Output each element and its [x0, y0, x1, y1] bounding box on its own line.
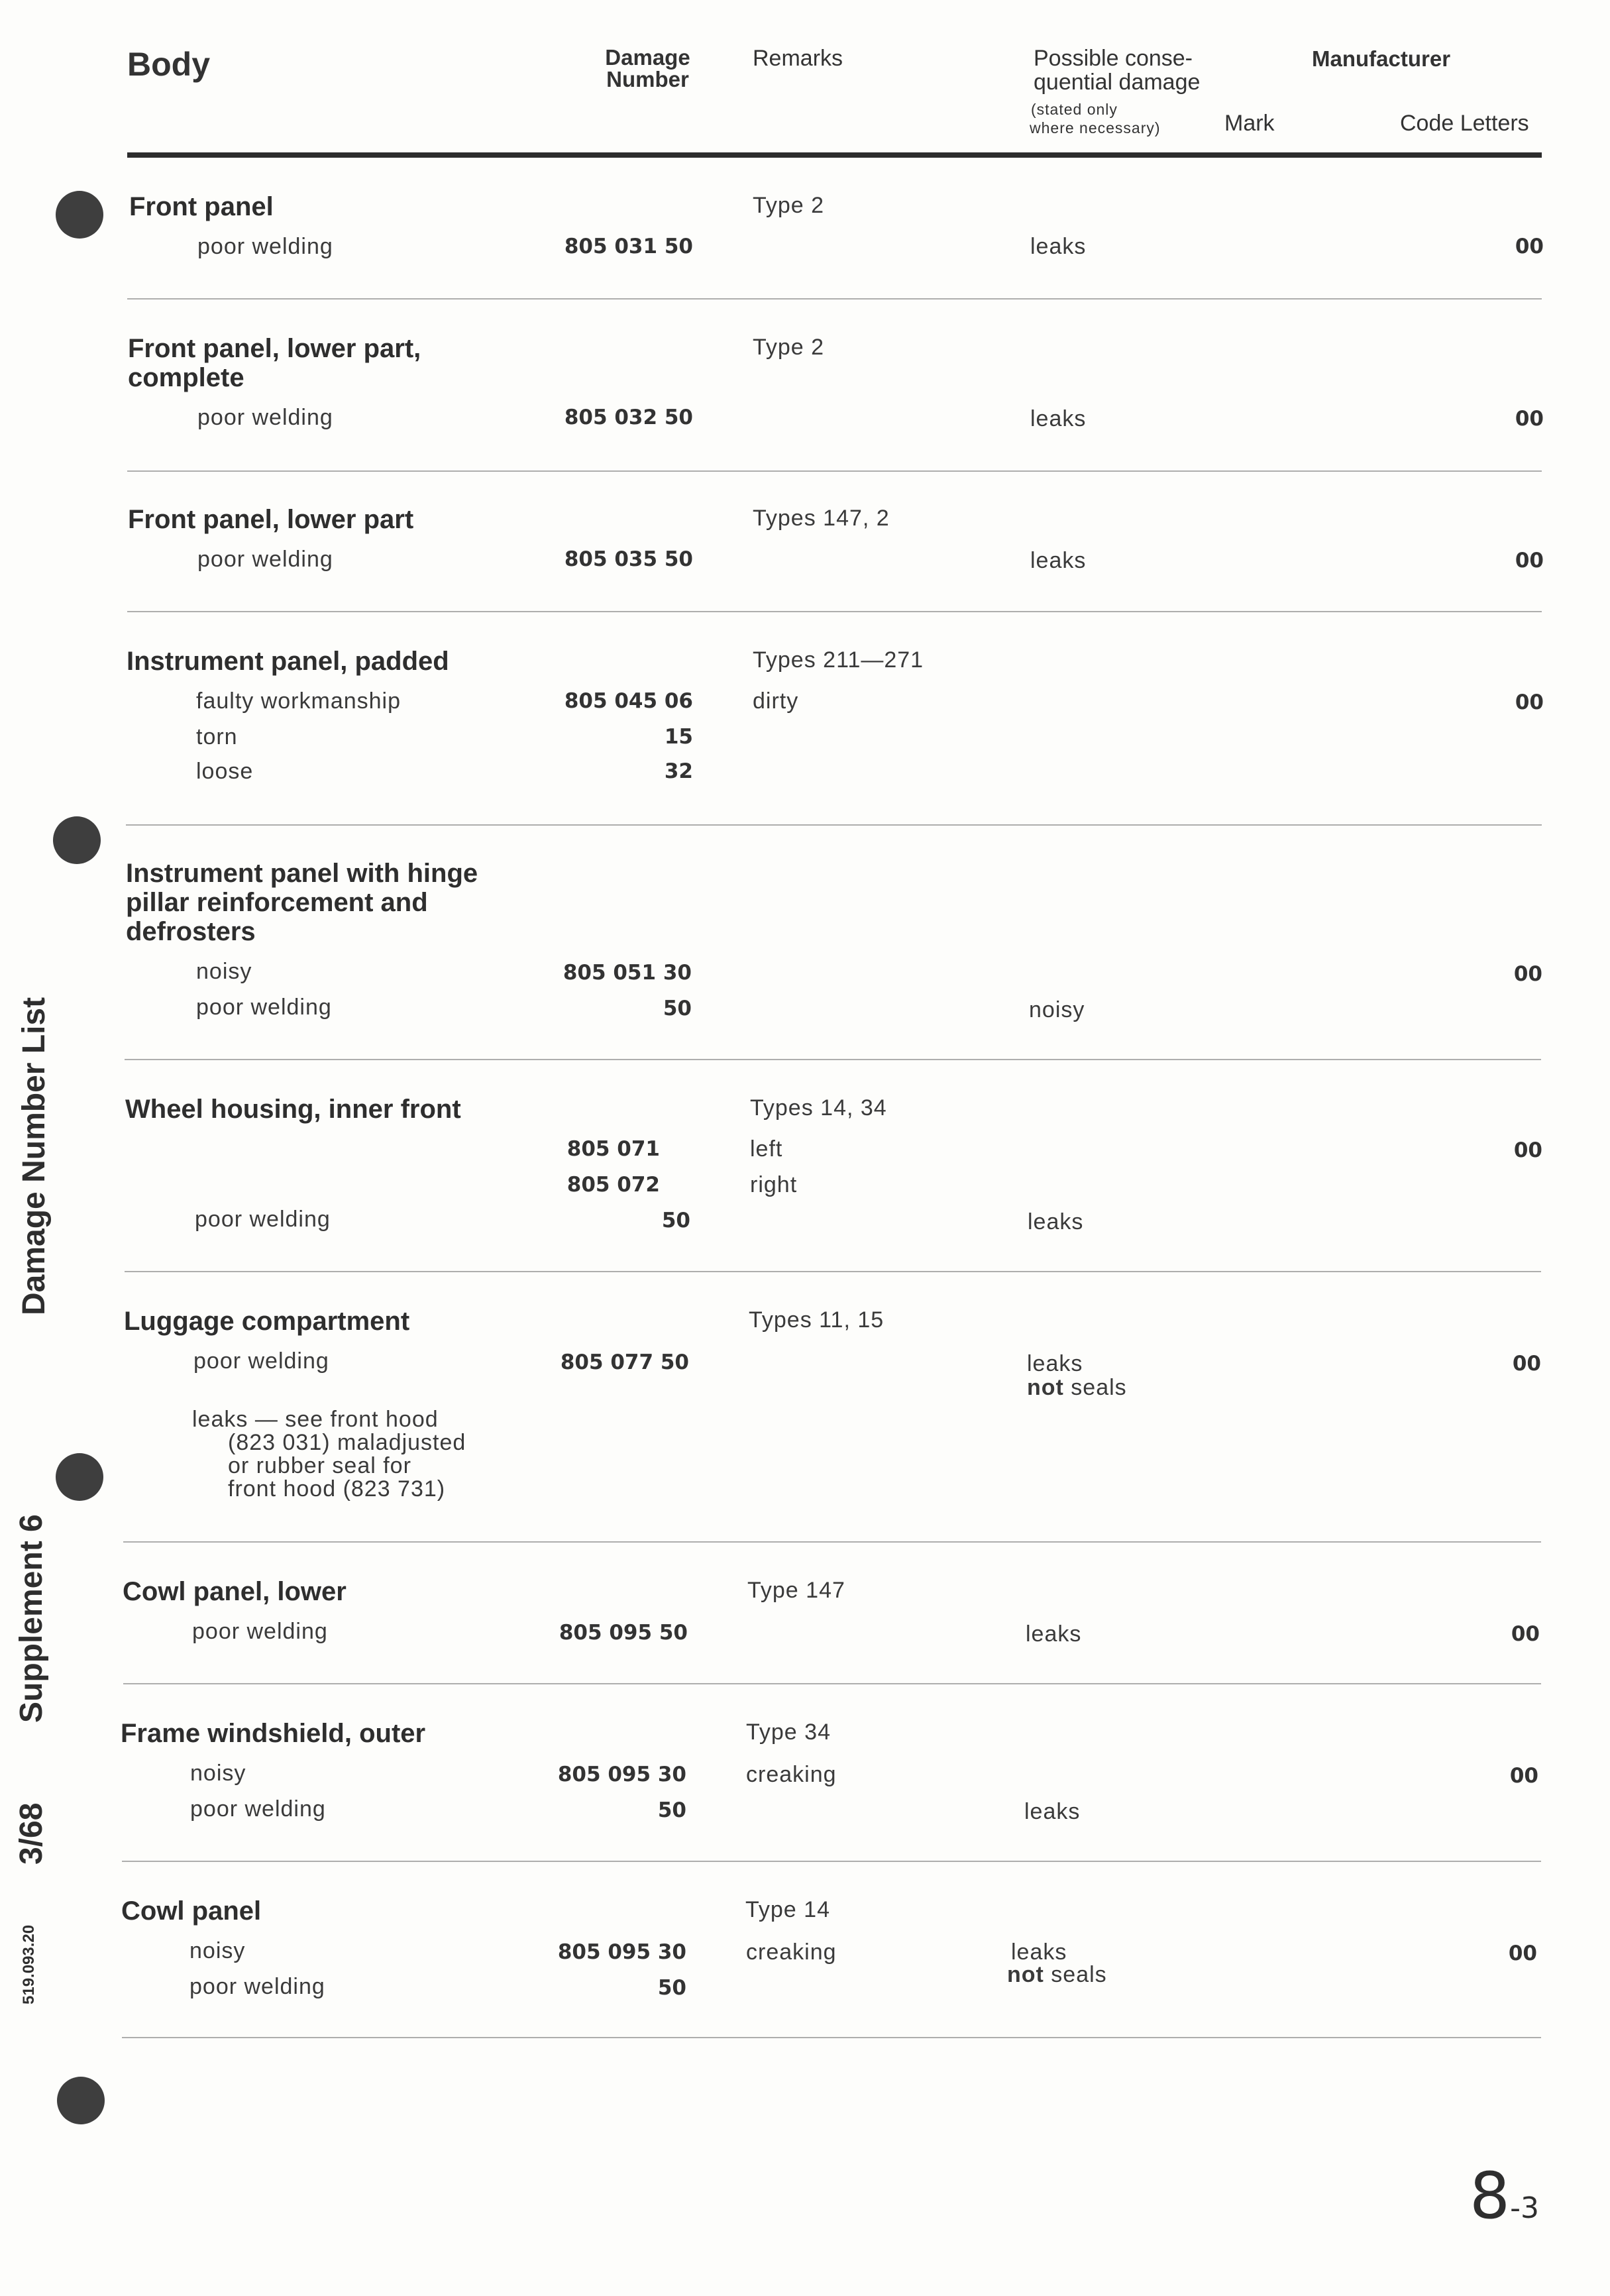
side-label-date: 3/68 — [14, 1802, 49, 1865]
consequence-text: leaks — [1011, 1940, 1067, 1965]
section-separator — [127, 611, 1542, 612]
damage-number: 50 — [657, 1798, 686, 1822]
consequence-text: leaks — [1030, 406, 1087, 431]
side-label-doc-number: 519.093.20 — [20, 1924, 38, 2004]
page-number-sub: -3 — [1510, 2191, 1539, 2225]
code-letters: 00 — [1515, 549, 1544, 573]
section-title: Front panel, lower part — [128, 505, 414, 534]
code-letters: 00 — [1513, 1138, 1542, 1162]
section-title: Cowl panel — [121, 1896, 262, 1926]
section-title: Wheel housing, inner front — [125, 1095, 461, 1124]
row-remark: left — [750, 1136, 783, 1162]
section-separator — [126, 824, 1542, 826]
col-consequential-header-1: Possible conse- — [1034, 46, 1193, 71]
page-number — [1470, 2159, 1539, 2233]
section-note-line-3: or rubber seal for — [228, 1453, 411, 1478]
consequence-text: leaks — [1027, 1351, 1083, 1376]
col-mark-header: Mark — [1224, 111, 1275, 136]
fault-text: poor welding — [197, 405, 333, 430]
damage-number: 50 — [657, 1976, 686, 2000]
fault-text: poor welding — [189, 1974, 325, 1999]
col-code-letters-header: Code Letters — [1400, 111, 1529, 136]
fault-text: poor welding — [192, 1619, 328, 1644]
damage-number: 805 051 30 — [563, 961, 692, 985]
section-remarks: Type 2 — [753, 193, 825, 218]
consequence-text: leaks — [1030, 234, 1087, 259]
section-note-line-1: leaks — see front hood — [192, 1407, 439, 1432]
damage-number: 805 095 50 — [559, 1621, 688, 1645]
fault-text: torn — [196, 724, 238, 749]
code-letters: 00 — [1515, 407, 1544, 431]
section-title: Instrument panel with hinge pillar reinforcement and defrosters — [126, 859, 478, 946]
damage-number: 50 — [661, 1209, 690, 1232]
section-remarks: Types 147, 2 — [753, 506, 890, 531]
damage-number: 805 045 06 — [564, 689, 693, 713]
section-remarks: Type 2 — [753, 335, 825, 360]
fault-text: poor welding — [190, 1796, 326, 1822]
section-separator — [127, 298, 1542, 300]
damage-number: 805 032 50 — [564, 406, 693, 429]
section-title: Instrument panel, padded — [127, 647, 449, 676]
header-rule — [127, 152, 1542, 158]
code-letters: 00 — [1512, 1352, 1541, 1376]
damage-number: 15 — [664, 725, 693, 749]
col-consequential-note-1: (stated only — [1031, 101, 1118, 118]
side-label-list-name: Damage Number List — [17, 997, 52, 1315]
code-letters: 00 — [1511, 1622, 1540, 1646]
section-title-body: Body — [127, 46, 210, 83]
section-remarks: Type 14 — [745, 1897, 830, 1922]
section-remarks: Types 14, 34 — [750, 1095, 887, 1121]
section-separator — [125, 1271, 1541, 1272]
damage-number: 805 071 — [566, 1137, 660, 1161]
damage-number: 32 — [664, 759, 693, 783]
col-remarks-header: Remarks — [753, 46, 843, 71]
code-letters: 00 — [1509, 1764, 1538, 1788]
section-separator — [123, 1541, 1541, 1543]
fault-text: faulty workmanship — [196, 688, 402, 714]
consequence-extra-bold: not — [1027, 1375, 1064, 1400]
fault-text: poor welding — [197, 234, 333, 259]
code-letters: 00 — [1513, 962, 1542, 986]
col-manufacturer-header: Manufacturer — [1312, 46, 1451, 71]
col-damage-number-header: Damage Number — [605, 45, 690, 91]
damage-number: 805 035 50 — [564, 547, 693, 571]
damage-number: 805 031 50 — [564, 235, 693, 258]
row-remark: right — [750, 1172, 798, 1197]
consequence-text: leaks — [1024, 1799, 1081, 1824]
damage-number: 50 — [663, 997, 692, 1020]
fault-text: poor welding — [195, 1207, 331, 1232]
section-remarks: Type 147 — [747, 1578, 845, 1603]
consequence-extra — [1007, 1961, 1107, 1988]
code-letters: 00 — [1515, 235, 1544, 258]
consequence-text: leaks — [1030, 548, 1087, 573]
code-letters: 00 — [1508, 1941, 1537, 1965]
section-separator — [127, 470, 1542, 472]
consequence-extra-text: seals — [1044, 1962, 1107, 1987]
damage-number: 805 072 — [566, 1173, 660, 1197]
fault-text: poor welding — [197, 547, 333, 572]
section-separator — [122, 1861, 1541, 1862]
consequence-text: leaks — [1026, 1621, 1082, 1647]
side-label-supplement: Supplement 6 — [14, 1514, 49, 1723]
consequence-extra-text: seals — [1063, 1375, 1127, 1400]
binder-hole-3 — [56, 1453, 103, 1501]
fault-text: noisy — [196, 959, 252, 984]
damage-number: 805 095 30 — [557, 1940, 686, 1964]
damage-number: 805 077 50 — [560, 1350, 689, 1374]
section-separator — [123, 1683, 1541, 1684]
section-separator — [122, 2037, 1541, 2038]
section-note-line-4: front hood (823 731) — [228, 1476, 446, 1502]
row-remark: creaking — [746, 1940, 837, 1965]
section-title: Front panel, lower part, complete — [128, 334, 421, 392]
consequence-extra — [1027, 1374, 1127, 1401]
section-title: Cowl panel, lower — [123, 1577, 347, 1606]
row-remark: dirty — [753, 688, 799, 714]
fault-text: noisy — [189, 1938, 246, 1963]
binder-hole-4 — [57, 2077, 105, 2124]
col-consequential-header-2: quential damage — [1034, 70, 1201, 95]
code-letters: 00 — [1515, 690, 1544, 714]
binder-hole-2 — [53, 816, 101, 864]
fault-text: poor welding — [193, 1348, 329, 1374]
section-title: Luggage compartment — [124, 1307, 410, 1336]
section-remarks: Type 34 — [746, 1720, 831, 1745]
section-title: Front panel — [129, 192, 274, 221]
consequence-extra-bold: not — [1007, 1962, 1044, 1987]
section-title: Frame windshield, outer — [121, 1719, 426, 1748]
section-note-line-2: (823 031) maladjusted — [228, 1430, 466, 1455]
damage-number: 805 095 30 — [557, 1763, 686, 1786]
consequence-text: leaks — [1028, 1209, 1084, 1234]
section-separator — [125, 1059, 1541, 1060]
fault-text: noisy — [190, 1761, 246, 1786]
page-number-main: 8 — [1470, 2159, 1511, 2233]
section-remarks: Types 11, 15 — [749, 1307, 885, 1333]
fault-text: poor welding — [196, 995, 332, 1020]
binder-hole-1 — [56, 191, 103, 239]
section-remarks: Types 211—271 — [753, 647, 924, 673]
col-consequential-note-2: where necessary) — [1030, 119, 1161, 137]
fault-text: loose — [196, 759, 254, 784]
row-remark: creaking — [746, 1762, 837, 1787]
consequence-text: noisy — [1029, 997, 1085, 1022]
